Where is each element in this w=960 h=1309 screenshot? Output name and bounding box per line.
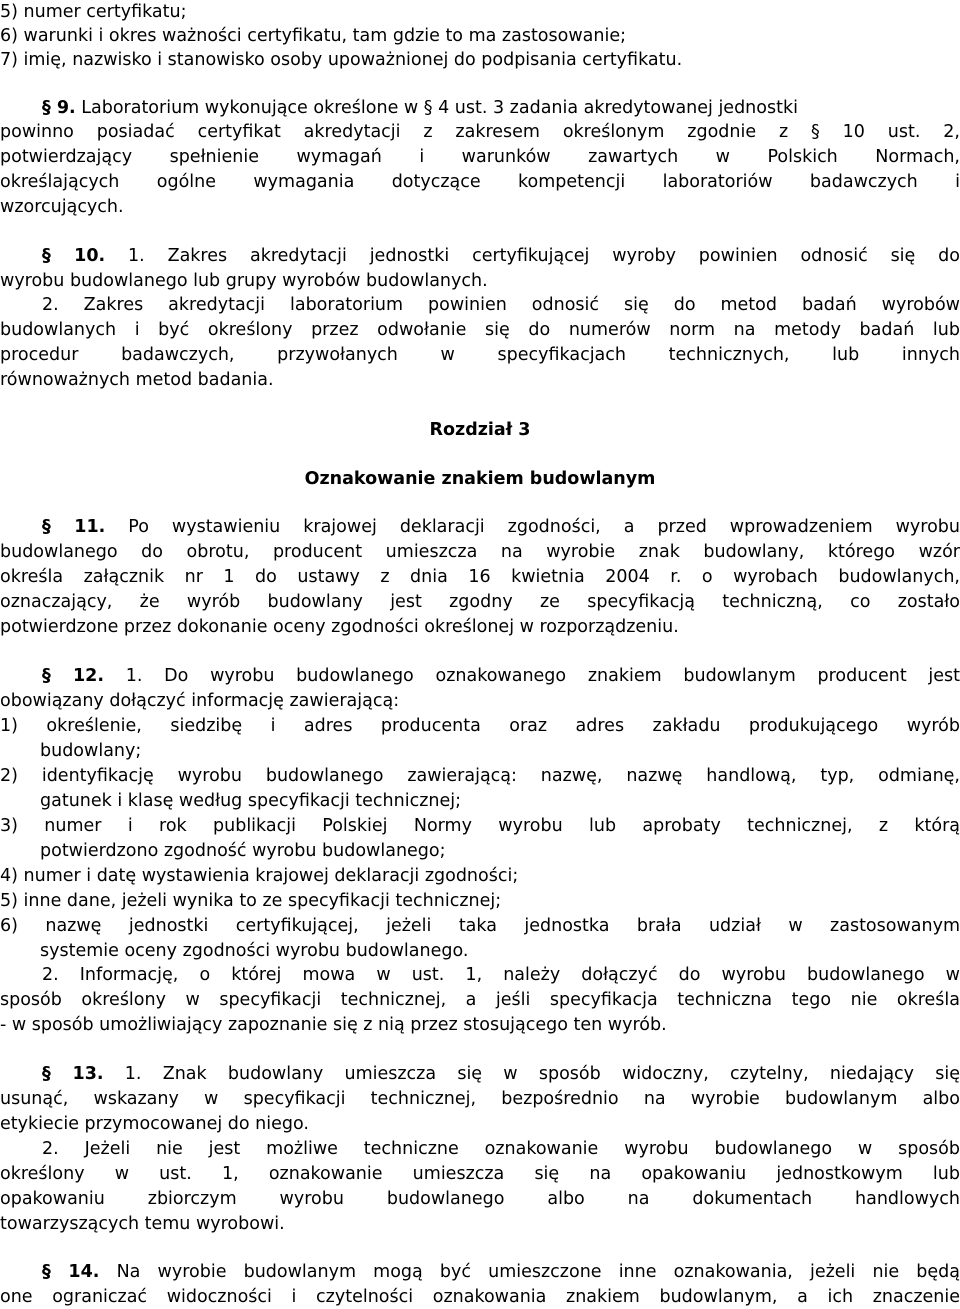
text-line bbox=[0, 24, 960, 48]
text-line bbox=[0, 864, 960, 888]
line-text: 2. Zakres akredytacji laboratorium powinien odnosić się do metod badań wyrobów bbox=[42, 295, 960, 315]
line-text: oznaczający, że wyrób budowlany jest zgodny ze specyfikacją techniczną, co zostało bbox=[0, 592, 960, 612]
text-line bbox=[0, 1187, 960, 1211]
text-line bbox=[0, 1112, 960, 1136]
text-line bbox=[0, 293, 960, 317]
line-text: 5) inne dane, jeżeli wynika to ze specyfikacji technicznej; bbox=[0, 891, 502, 911]
section-number: § 12. bbox=[42, 666, 105, 686]
text-line bbox=[0, 540, 960, 564]
text-line bbox=[0, 1087, 960, 1111]
line-text: 3) numer i rok publikacji Polskiej Normy wyrobu lub aprobaty technicznej, z którą bbox=[0, 816, 960, 836]
line-text: sposób określony w specyfikacji technicznej, a jeśli specyfikacja techniczna tego nie określa bbox=[0, 990, 960, 1010]
text-line bbox=[0, 269, 960, 293]
line-text: usunąć, wskazany w specyfikacji technicznej, bezpośrednio na wyrobie budowlanym albo bbox=[0, 1089, 960, 1109]
text-line bbox=[0, 1162, 960, 1186]
section-number: § 13. bbox=[42, 1064, 104, 1084]
line-text: 1. Do wyrobu budowlanego oznakowanego znakiem budowlanym producent jest bbox=[104, 666, 960, 686]
text-line bbox=[0, 565, 960, 589]
line-text: 1) określenie, siedzibę i adres producenta oraz adres zakładu produkującego wyrób bbox=[0, 716, 960, 736]
text-line bbox=[0, 714, 960, 738]
text-line bbox=[0, 343, 960, 367]
line-text: 1. Zakres akredytacji jednostki certyfikującej wyroby powinien odnosić się do bbox=[105, 246, 960, 266]
line-text: Laboratorium wykonujące określone w § 4 ust. 3 zadania akredytowanej jednostki bbox=[75, 98, 798, 118]
text-line bbox=[0, 590, 960, 614]
text-line bbox=[0, 145, 960, 169]
paragraph-start-line bbox=[0, 1260, 960, 1284]
line-text: wzorcujących. bbox=[0, 197, 124, 217]
chapter-heading: Rozdział 3 bbox=[429, 420, 531, 440]
line-text: 4) numer i datę wystawienia krajowej deklaracji zgodności; bbox=[0, 866, 519, 886]
line-text: równoważnych metod badania. bbox=[0, 370, 274, 390]
text-line bbox=[0, 939, 960, 963]
line-text: 1. Znak budowlany umieszcza się w sposób widoczny, czytelny, niedający się bbox=[103, 1064, 960, 1084]
section-number: § 10. bbox=[42, 246, 106, 266]
section-number: § 9. bbox=[42, 98, 76, 118]
text-line bbox=[0, 0, 960, 24]
line-text: wyrobu budowlanego lub grupy wyrobów budowlanych. bbox=[0, 271, 488, 291]
text-line bbox=[0, 739, 960, 763]
line-text: potwierdzający spełnienie wymagań i warunków zawartych w Polskich Normach, bbox=[0, 147, 960, 167]
line-text: 5) numer certyfikatu; bbox=[0, 2, 187, 22]
text-line bbox=[0, 120, 960, 144]
line-text: gatunek i klasę według specyfikacji technicznej; bbox=[40, 791, 462, 811]
chapter-title: Oznakowanie znakiem budowlanym bbox=[304, 469, 656, 489]
paragraph-start-line bbox=[0, 96, 960, 120]
text-line bbox=[0, 170, 960, 194]
line-text: 6) warunki i okres ważności certyfikatu, tam gdzie to ma zastosowanie; bbox=[0, 26, 626, 46]
line-text: etykiecie przymocowanej do niego. bbox=[0, 1114, 309, 1134]
text-line bbox=[0, 963, 960, 987]
text-line bbox=[0, 764, 960, 788]
text-line bbox=[0, 1137, 960, 1161]
text-line bbox=[0, 195, 960, 219]
line-text: opakowaniu zbiorczym wyrobu budowlanego albo na dokumentach handlowych bbox=[0, 1189, 960, 1209]
line-text: 6) nazwę jednostki certyfikującej, jeżeli taka jednostka brała udział w zastosowanym bbox=[0, 916, 960, 936]
paragraph-start-line bbox=[0, 515, 960, 539]
text-line bbox=[0, 1212, 960, 1236]
text-line bbox=[0, 889, 960, 913]
text-line bbox=[0, 789, 960, 813]
paragraph-start-line bbox=[0, 244, 960, 268]
line-text: one ograniczać widoczności i czytelności oznakowania znakiem budowlanym, a ich znaczenie bbox=[0, 1287, 960, 1307]
text-line bbox=[0, 318, 960, 342]
line-text: określa załącznik nr 1 do ustawy z dnia 16 kwietnia 2004 r. o wyrobach budowlanych, bbox=[0, 567, 960, 587]
line-text: Po wystawieniu krajowej deklaracji zgodności, a przed wprowadzeniem wyrobu bbox=[105, 517, 960, 537]
line-text: powinno posiadać certyfikat akredytacji z zakresem określonym zgodnie z § 10 ust. 2, bbox=[0, 122, 960, 142]
line-text: określony w ust. 1, oznakowanie umieszcza się na opakowaniu jednostkowym lub bbox=[0, 1164, 960, 1184]
line-text: potwierdzone przez dokonanie oceny zgodności określonej w rozporządzeniu. bbox=[0, 617, 679, 637]
line-text: 7) imię, nazwisko i stanowisko osoby upoważnionej do podpisania certyfikatu. bbox=[0, 50, 683, 70]
text-line bbox=[0, 1013, 960, 1037]
line-text: procedur badawczych, przywołanych w specyfikacjach technicznych, lub innych bbox=[0, 345, 960, 365]
line-text: towarzyszących temu wyrobowi. bbox=[0, 1214, 285, 1234]
line-text: budowlanego do obrotu, producent umieszcza na wyrobie znak budowlany, którego wzór bbox=[0, 542, 960, 562]
line-text: 2. Informację, o której mowa w ust. 1, należy dołączyć do wyrobu budowlanego w bbox=[42, 965, 960, 985]
line-text: potwierdzono zgodność wyrobu budowlanego; bbox=[40, 841, 446, 861]
line-text: budowlanych i być określony przez odwołanie się do numerów norm na metody badań lub bbox=[0, 320, 960, 340]
text-line bbox=[0, 689, 960, 713]
paragraph-start-line bbox=[0, 1062, 960, 1086]
text-line bbox=[0, 615, 960, 639]
text-line bbox=[0, 1285, 960, 1309]
text-line bbox=[0, 814, 960, 838]
line-text: - w sposób umożliwiający zapoznanie się z nią przez stosującego ten wyrób. bbox=[0, 1015, 667, 1035]
line-text: budowlany; bbox=[40, 741, 142, 761]
text-line bbox=[0, 368, 960, 392]
line-text: obowiązany dołączyć informację zawierającą: bbox=[0, 691, 400, 711]
text-line bbox=[0, 914, 960, 938]
text-line bbox=[0, 988, 960, 1012]
text-line bbox=[0, 48, 960, 72]
line-text: systemie oceny zgodności wyrobu budowlanego. bbox=[40, 941, 469, 961]
line-text: 2) identyfikację wyrobu budowlanego zawierającą: nazwę, nazwę handlową, typ, odmianę, bbox=[0, 766, 960, 786]
text-line bbox=[0, 839, 960, 863]
line-text: określających ogólne wymagania dotyczące kompetencji laboratoriów badawczych i bbox=[0, 172, 960, 192]
line-text: Na wyrobie budowlanym mogą być umieszczone inne oznakowania, jeżeli nie będą bbox=[99, 1262, 960, 1282]
paragraph-start-line bbox=[0, 664, 960, 688]
section-number: § 11. bbox=[42, 517, 106, 537]
section-number: § 14. bbox=[42, 1262, 100, 1282]
line-text: 2. Jeżeli nie jest możliwe techniczne oznakowanie wyrobu budowlanego w sposób bbox=[42, 1139, 960, 1159]
